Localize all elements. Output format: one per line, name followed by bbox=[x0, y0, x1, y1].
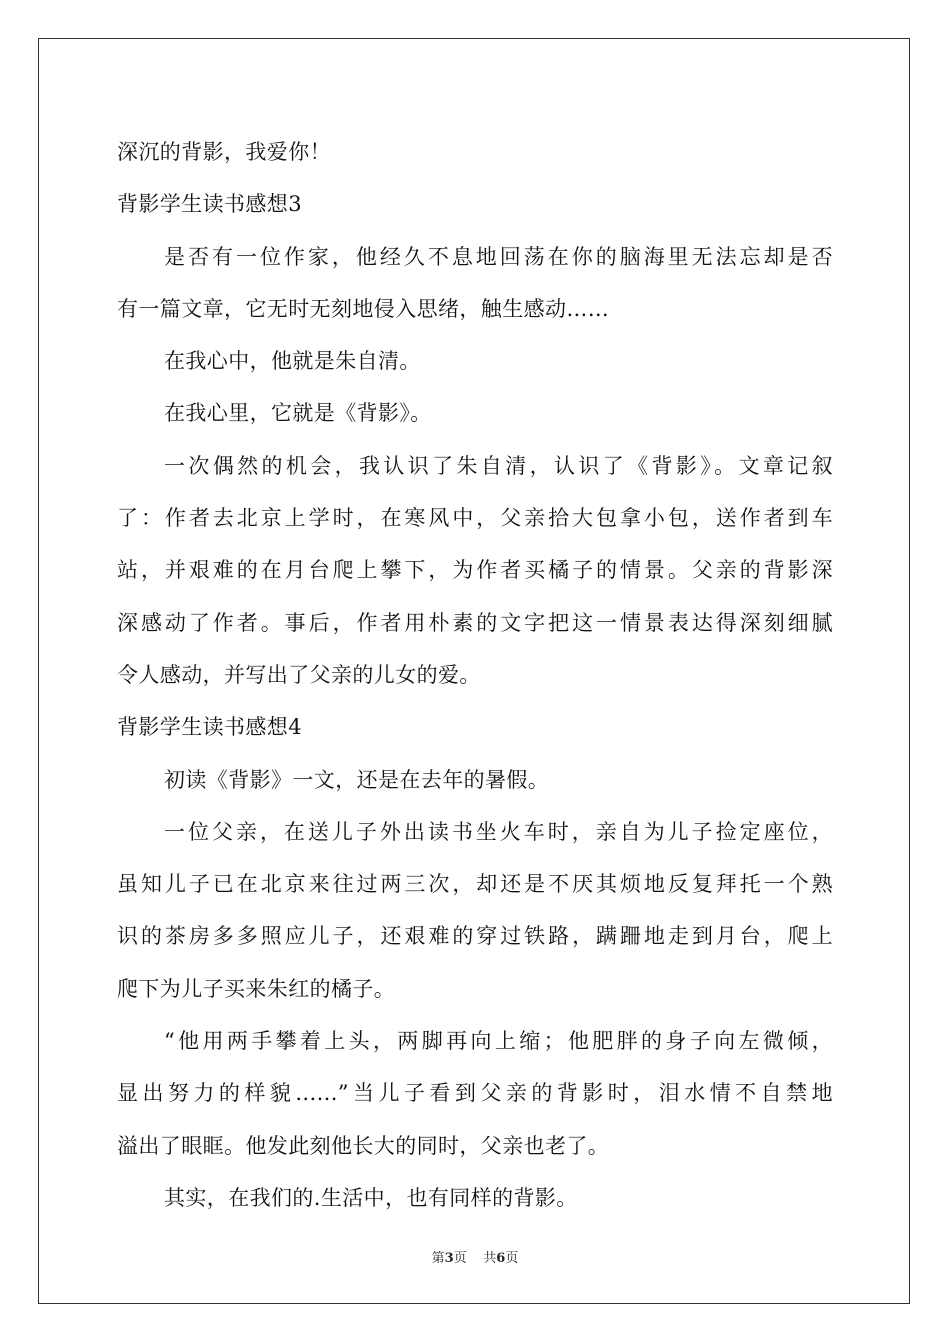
text-line: 虽知儿子已在北京来往过两三次，却还是不厌其烦地反复拜托一个熟 bbox=[117, 872, 833, 897]
text-line: “他用两手攀着上头，两脚再向上缩；他肥胖的身子向左微倾， bbox=[164, 1029, 833, 1054]
text-line: 初读《背影》一文，还是在去年的暑假。 bbox=[164, 767, 550, 792]
page-number: 3 bbox=[444, 1251, 454, 1266]
text-line: 一位父亲，在送儿子外出读书坐火车时，亲自为儿子捡定座位， bbox=[164, 819, 833, 844]
text-line: 一次偶然的机会，我认识了朱自清，认识了《背影》。文章记叙 bbox=[164, 453, 833, 478]
text-line: 站，并艰难的在月台爬上攀下，为作者买橘子的情景。父亲的背影深 bbox=[117, 558, 833, 583]
text-line: 深沉的背影，我爱你！ bbox=[117, 140, 331, 164]
text-line: 溢出了眼眶。他发此刻他长大的同时，父亲也老了。 bbox=[117, 1133, 610, 1158]
section-heading: 背影学生读书感想4 bbox=[117, 715, 302, 740]
page-suffix: 页 bbox=[453, 1251, 467, 1266]
total-suffix: 页 bbox=[505, 1251, 519, 1266]
total-prefix: 共 bbox=[483, 1251, 497, 1266]
text-line: 在我心中，他就是朱自清。 bbox=[164, 349, 421, 374]
text-line: 识的茶房多多照应儿子，还艰难的穿过铁路，蹒跚地走到月台，爬上 bbox=[117, 924, 833, 949]
text-line: 其实，在我们的.生活中，也有同样的背影。 bbox=[164, 1185, 578, 1210]
text-line: 有一篇文章，它无时无刻地侵入思绪，触生感动…… bbox=[117, 296, 610, 321]
text-line: 在我心里，它就是《背影》。 bbox=[164, 401, 432, 426]
section-heading: 背影学生读书感想3 bbox=[117, 192, 302, 217]
text-line: 令人感动，并写出了父亲的儿女的爱。 bbox=[117, 662, 481, 687]
document-body bbox=[117, 126, 833, 1224]
total-pages: 6 bbox=[496, 1251, 506, 1266]
text-line: 了：作者去北京上学时，在寒风中，父亲拾大包拿小包，送作者到车 bbox=[117, 506, 833, 531]
text-line: 显出努力的样貌......”当儿子看到父亲的背影时，泪水情不自禁地 bbox=[117, 1081, 833, 1106]
text-line: 爬下为儿子买来朱红的橘子。 bbox=[117, 976, 396, 1001]
text-line: 深感动了作者。事后，作者用朴素的文字把这一情景表达得深刻细腻 bbox=[117, 610, 833, 635]
text-line: 是否有一位作家，他经久不息地回荡在你的脑海里无法忘却是否 bbox=[164, 244, 833, 269]
page-footer bbox=[0, 1247, 950, 1266]
page-prefix: 第 bbox=[431, 1251, 445, 1266]
